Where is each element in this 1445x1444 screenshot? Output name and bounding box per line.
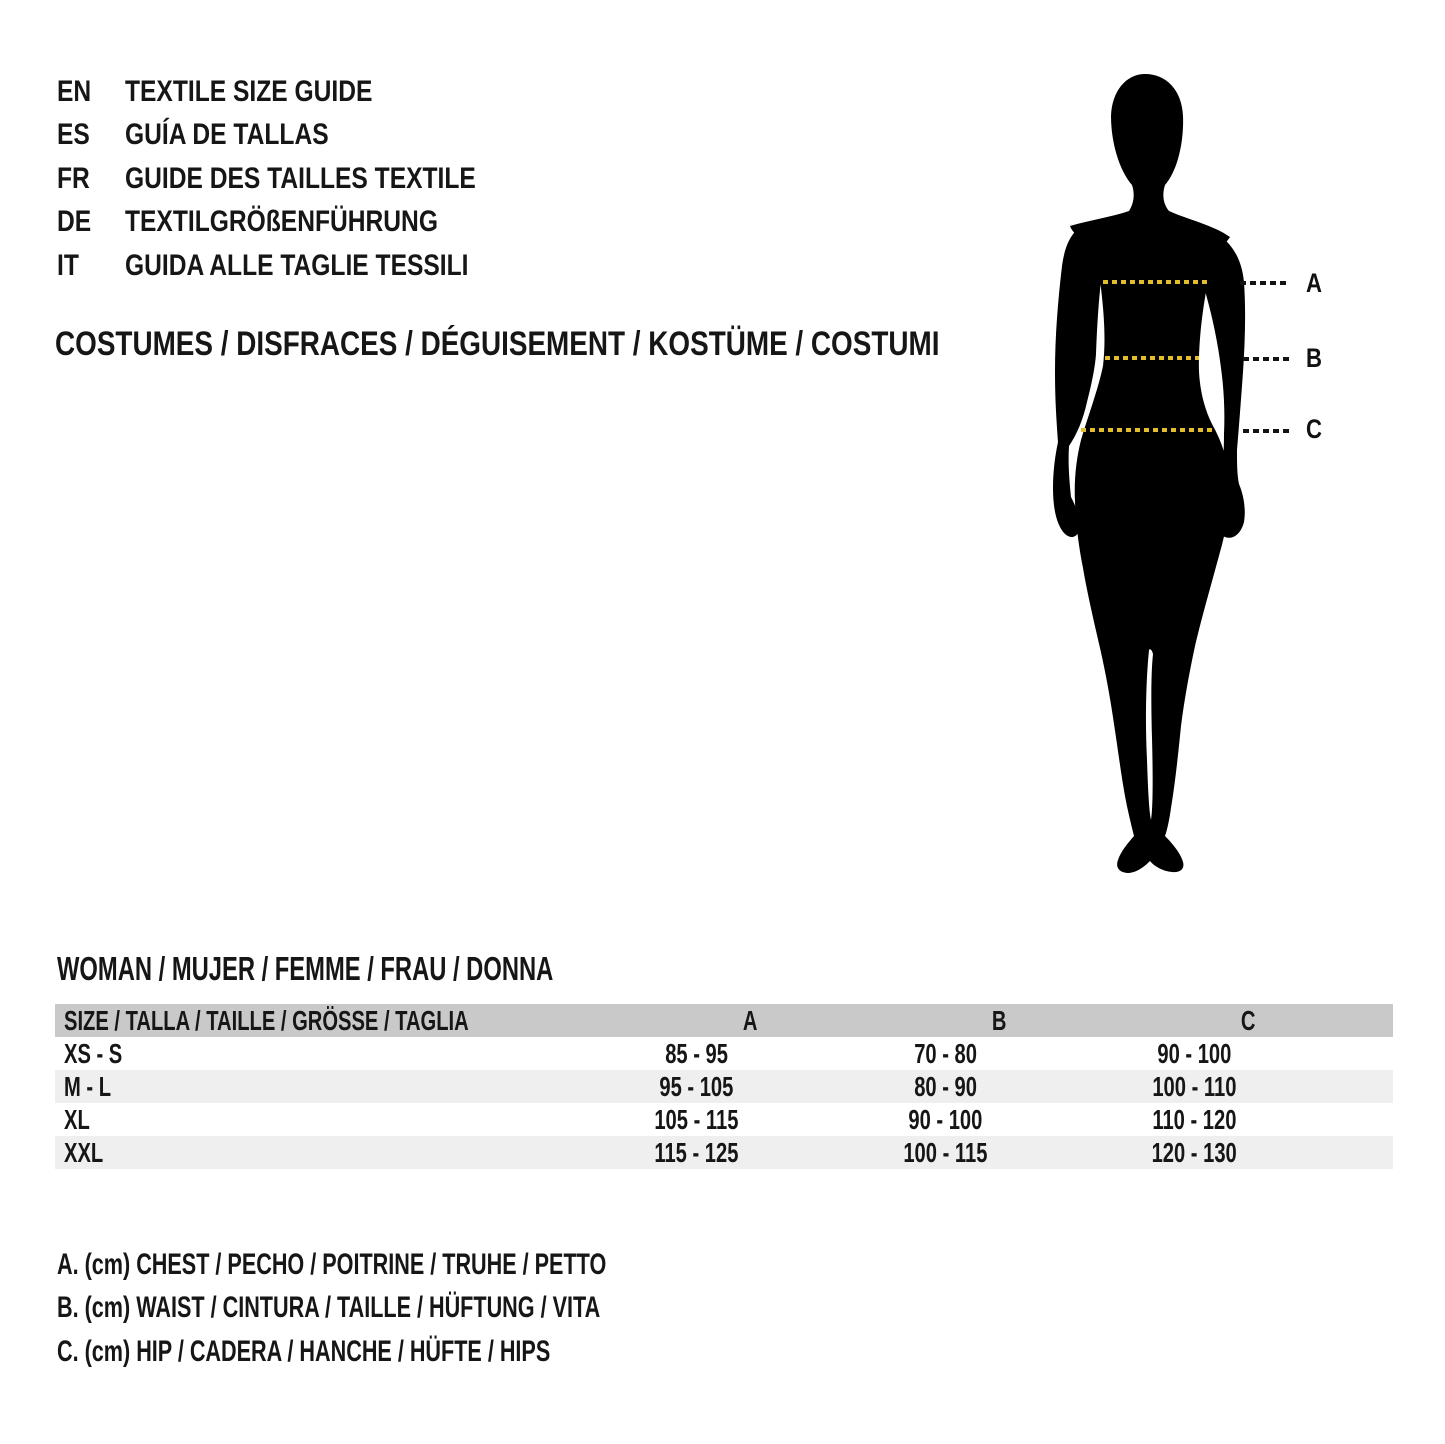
legend-hip: C. (cm) HIP / CADERA / HANCHE / HÜFTE / HIPS (57, 1334, 551, 1368)
column-header-c: C (1241, 1004, 1256, 1036)
size-table (55, 1004, 1393, 1169)
table-row-xl (55, 1103, 1393, 1136)
language-title: GUIDA ALLE TAGLIE TESSILI (125, 248, 469, 282)
woman-silhouette-figure (1052, 74, 1252, 874)
measure-line-b-extension (1243, 357, 1290, 361)
table-row-xxl (55, 1136, 1393, 1169)
value-b: 90 - 100 (908, 1103, 983, 1135)
measure-line-a-extension (1240, 281, 1290, 285)
language-code: FR (57, 161, 90, 195)
size-label: XXL (64, 1136, 104, 1168)
language-row-de (57, 201, 553, 245)
size-table-header-row (55, 1004, 1393, 1037)
size-column-header: SIZE / TALLA / TAILLE / GRÖSSE / TAGLIA (64, 1004, 469, 1036)
language-list (57, 70, 553, 288)
measure-line-c-extension (1243, 429, 1292, 433)
language-title: GUIDE DES TAILLES TEXTILE (125, 161, 476, 195)
value-a: 115 - 125 (654, 1136, 739, 1168)
column-header-b: B (992, 1004, 1007, 1036)
table-row-xs-s (55, 1037, 1393, 1070)
value-a: 85 - 95 (665, 1037, 728, 1069)
language-title: GUÍA DE TALLAS (125, 118, 329, 152)
language-row-fr (57, 157, 553, 201)
value-c: 90 - 100 (1157, 1037, 1232, 1069)
language-title: TEXTILGRÖßENFÜHRUNG (125, 205, 438, 239)
legend-waist: B. (cm) WAIST / CINTURA / TAILLE / HÜFTUNG / VITA (57, 1291, 601, 1325)
language-code: EN (57, 74, 92, 108)
measurement-legend (57, 1243, 820, 1374)
column-header-a: A (743, 1004, 758, 1036)
value-a: 105 - 115 (654, 1103, 739, 1135)
language-code: ES (57, 118, 90, 152)
value-c: 110 - 120 (1152, 1103, 1237, 1135)
value-c: 100 - 110 (1152, 1070, 1237, 1102)
language-row-it (57, 244, 553, 288)
size-label: XS - S (64, 1037, 123, 1069)
value-b: 70 - 80 (914, 1037, 977, 1069)
size-label: M - L (64, 1070, 112, 1102)
measure-line-b-body (1105, 356, 1199, 360)
measure-label-a: A (1306, 268, 1322, 298)
language-title: TEXTILE SIZE GUIDE (125, 74, 373, 108)
section-heading-woman: WOMAN / MUJER / FEMME / FRAU / DONNA (57, 950, 554, 987)
value-a: 95 - 105 (659, 1070, 734, 1102)
measure-label-c: C (1306, 414, 1322, 444)
measure-label-b: B (1306, 343, 1322, 373)
language-code: DE (57, 205, 92, 239)
legend-chest: A. (cm) CHEST / PECHO / POITRINE / TRUHE / PETTO (57, 1247, 607, 1281)
value-b: 80 - 90 (914, 1070, 977, 1102)
measure-line-c-body (1081, 428, 1215, 432)
table-row-m-l (55, 1070, 1393, 1103)
category-heading: COSTUMES / DISFRACES / DÉGUISEMENT / KOSTÜME / COSTUMI (55, 325, 940, 363)
language-row-es (57, 114, 553, 158)
value-b: 100 - 115 (903, 1136, 988, 1168)
language-code: IT (57, 248, 79, 282)
value-c: 120 - 130 (1151, 1136, 1238, 1168)
measure-line-a-body (1103, 280, 1209, 284)
language-row-en (57, 70, 553, 114)
size-label: XL (64, 1103, 90, 1135)
